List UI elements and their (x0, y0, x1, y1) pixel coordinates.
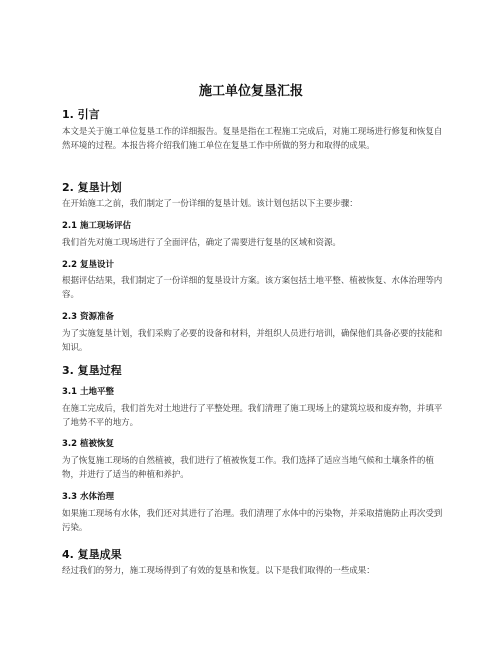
subsection-3-3-body: 如果施工现场有水体，我们还对其进行了治理。我们清理了水体中的污染物，并采取措施防止再次受到污染。 (62, 509, 443, 533)
section-3-heading: 3. 复垦过程 (62, 364, 122, 377)
section-1-heading: 1. 引言 (62, 108, 100, 121)
section-1-body: 本文是关于施工单位复垦工作的详细报告。复垦是指在工程施工完成后，对施工现场进行修复和恢复自然环境的过程。本报告将介绍我们施工单位在复垦工作中所做的努力和取得的成果。 (62, 127, 443, 151)
section-4-heading: 4. 复垦成果 (62, 548, 122, 561)
subsection-2-2-heading: 2.2 复垦设计 (62, 260, 115, 270)
section-2-intro: 在开始施工之前，我们制定了一份详细的复垦计划。该计划包括以下主要步骤： (62, 199, 358, 209)
section-2-heading: 2. 复垦计划 (62, 181, 122, 194)
subsection-3-3-heading: 3.3 水体治理 (62, 492, 115, 502)
subsection-3-1-heading: 3.1 土地平整 (62, 387, 115, 397)
subsection-3-1-body: 在施工完成后，我们首先对土地进行了平整处理。我们清理了施工现场上的建筑垃圾和废弃物，并填平了地势不平的地方。 (62, 404, 443, 428)
subsection-3-2-heading: 3.2 植被恢复 (62, 439, 115, 449)
subsection-2-2-body: 根据评估结果，我们制定了一份详细的复垦设计方案。该方案包括土地平整、植被恢复、水体治理等内容。 (62, 276, 443, 300)
subsection-2-1-heading: 2.1 施工现场评估 (62, 221, 132, 231)
subsection-3-2-body: 为了恢复施工现场的自然植被，我们进行了植被恢复工作。我们选择了适应当地气候和土壤条件的植物，并进行了适当的种植和养护。 (62, 456, 434, 480)
section-4-body: 经过我们的努力，施工现场得到了有效的复垦和恢复。以下是我们取得的一些成果： (62, 566, 375, 576)
subsection-2-3-body: 为了实施复垦计划，我们采购了必要的设备和材料，并组织人员进行培训，确保他们具备必要的技能和知识。 (62, 329, 443, 353)
subsection-2-3-heading: 2.3 资源准备 (62, 312, 115, 322)
subsection-2-1-body: 我们首先对施工现场进行了全面评估，确定了需要进行复垦的区域和资源。 (62, 238, 341, 248)
document-title: 施工单位复垦汇报 (198, 84, 303, 99)
